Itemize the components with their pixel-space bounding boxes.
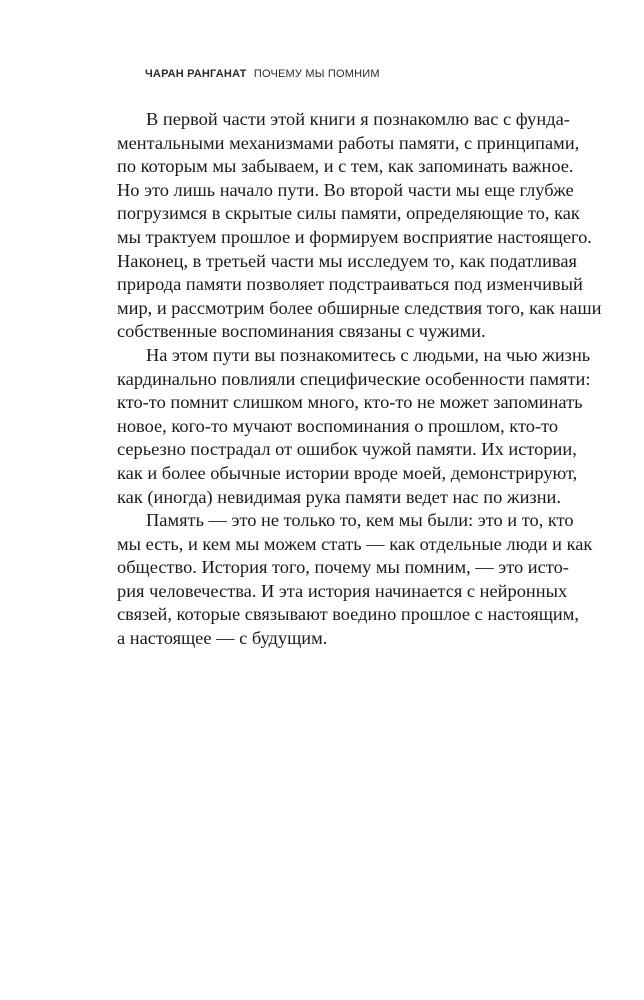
text-line: как и более обычные истории вроде моей, демонстрируют, xyxy=(117,462,578,483)
paragraph-1 xyxy=(117,108,602,344)
text-line: Наконец, в третьей части мы исследуем то, как податливая xyxy=(117,250,577,271)
text-line: как (иногда) невидимая рука памяти ведет нас по жизни. xyxy=(117,486,561,507)
text-line: серьезно пострадал от ошибок чужой памяти. Их истории, xyxy=(117,439,577,460)
text-line: а настоящее — с будущим. xyxy=(117,628,328,649)
text-line: погрузимся в скрытые силы памяти, определяющие то, как xyxy=(117,203,580,224)
running-head xyxy=(145,68,380,80)
text-line: мы есть, и кем мы можем стать — как отдельные люди и как xyxy=(117,533,593,554)
text-line: мы трактуем прошлое и формируем восприятие настоящего. xyxy=(117,226,592,247)
paragraph-2 xyxy=(117,344,591,509)
text-line: по которым мы забываем, и с тем, как запоминать важное. xyxy=(117,156,574,177)
text-line: Но это лишь начало пути. Во второй части мы еще глубже xyxy=(117,179,574,200)
paragraph-3 xyxy=(117,509,593,651)
text-line: общество. История того, почему мы помним, — это исто- xyxy=(117,557,569,578)
text-line: кардинально повлияли специфические особенности памяти: xyxy=(117,368,591,389)
text-line: На этом пути вы познакомитесь с людьми, на чью жизнь xyxy=(146,344,591,365)
text-line: новое, кого-то мучают воспоминания о прошлом, кто-то xyxy=(117,415,559,436)
running-head-title: ПОЧЕМУ МЫ ПОМНИМ xyxy=(253,68,380,80)
text-line: мир, и рассмотрим более обширные следствия того, как наши xyxy=(117,297,602,318)
text-line: кто-то помнит слишком много, кто-то не может запоминать xyxy=(117,392,583,413)
text-line: собственные воспоминания связаны с чужими. xyxy=(117,321,486,342)
text-line: В первой части этой книги я познакомлю вас с фунда- xyxy=(146,109,570,129)
text-line: связей, которые связывают воедино прошлое с настоящим, xyxy=(117,604,579,625)
text-line: Память — это не только то, кем мы были: это и то, кто xyxy=(146,510,574,531)
body-text xyxy=(117,108,602,651)
text-line: природа памяти позволяет подстраиваться под изменчивый xyxy=(117,274,583,295)
text-line: ментальными механизмами работы памяти, с принципами, xyxy=(117,132,580,153)
running-head-author: ЧАРАН РАНГАНАТ xyxy=(145,68,247,80)
text-line: рия человечества. И эта история начинается с нейронных xyxy=(117,580,568,601)
